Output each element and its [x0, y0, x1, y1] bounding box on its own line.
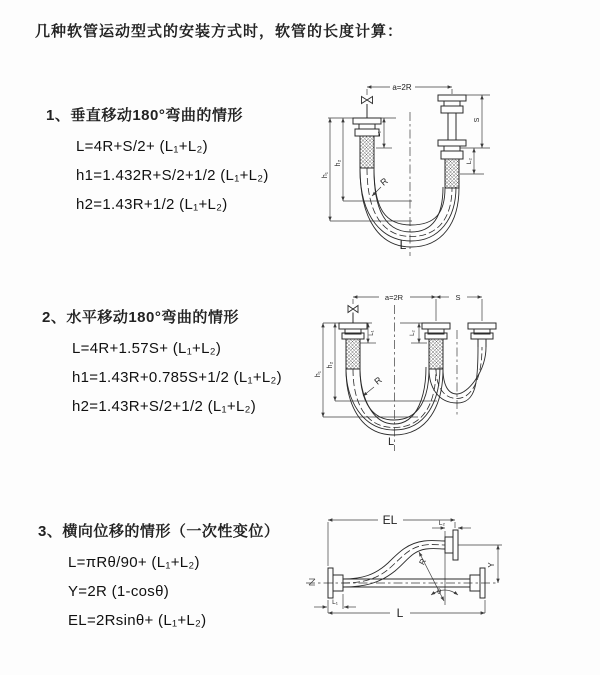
dim-label-l2: L₂ [466, 157, 473, 165]
formula-h2: h2=1.43R+1/2 (L₁+L₂) [76, 196, 228, 213]
dim-label-h1: h₁ [315, 370, 322, 378]
valve-icon [362, 97, 373, 119]
flange-right-top [438, 95, 466, 113]
section-vertical-movement [46, 104, 269, 219]
datum-mark [309, 579, 315, 585]
diagram-horizontal-180-bend [300, 275, 600, 460]
dim-label-s: S [455, 293, 461, 302]
dim-label-el: EL [382, 513, 398, 527]
braided-hose-section [360, 136, 374, 168]
dim-label-l: L [396, 606, 404, 620]
formula-h2: h2=1.43R+S/2+1/2 (L₁+L₂) [72, 398, 257, 415]
dimension-lines [315, 293, 496, 451]
dim-label-l1: L₁ [332, 599, 338, 606]
dimension-lines [306, 513, 502, 620]
dim-label-l: L [399, 238, 407, 252]
dim-label-r: R [372, 374, 384, 387]
formula-h1: h1=1.43R+0.785S+1/2 (L₁+L₂) [72, 369, 282, 386]
dim-label-h2: h₂ [335, 159, 342, 167]
formula-L: L=4R+S/2+ (L₁+L₂) [76, 138, 208, 155]
hose-assembly [328, 530, 485, 598]
formula-L: L=4R+1.57S+ (L₁+L₂) [72, 340, 222, 357]
section-lateral-displacement [38, 520, 279, 635]
braided-hose-section [346, 339, 360, 369]
hose-u-curves [360, 168, 459, 247]
diagram-lateral-displacement [300, 495, 600, 665]
dim-label-l2: L₂ [438, 520, 446, 527]
dim-label-l: L [387, 436, 395, 448]
dim-label-r: R [417, 557, 429, 567]
diagram-vertical-180-bend [300, 60, 600, 270]
braided-hose-section [445, 159, 459, 188]
flange-middle [422, 323, 450, 339]
formula-L: L=πRθ/90+ (L₁+L₂) [68, 554, 200, 571]
dim-label-l2: L₂ [410, 330, 416, 336]
dim-label-theta: θ [437, 589, 441, 596]
page-title: 几种软管运动型式的安装方式时，软管的长度计算： [35, 23, 404, 40]
formula-Y: Y=2R (1-cosθ) [68, 583, 170, 600]
hose-assembly [339, 306, 496, 436]
dim-label-y: Y [487, 562, 496, 568]
section-heading: 1、垂直移动180°弯曲的情形 [46, 107, 243, 124]
section-heading: 3、横向位移的情形（一次性变位） [38, 523, 280, 540]
formula-EL: EL=2Rsinθ+ (L₁+L₂) [68, 612, 207, 629]
hose-assembly [353, 95, 466, 247]
formula-h1: h1=1.432R+S/2+1/2 (L₁+L₂) [76, 167, 269, 184]
dim-label-h2: h₂ [327, 361, 334, 369]
valve-icon [348, 306, 358, 324]
section-horizontal-movement [42, 306, 282, 421]
dim-label-l1: L₁ [375, 131, 382, 137]
dim-label-h1: h₁ [322, 171, 329, 179]
dim-label-s: S [474, 117, 481, 123]
flange-right [468, 323, 496, 339]
flange-right-upper [445, 530, 458, 560]
dimension-lines [322, 83, 490, 256]
flange-left [339, 323, 367, 339]
dim-label-a2r: a=2R [384, 293, 404, 302]
dim-label-a2r: a=2R [392, 83, 412, 92]
hose-s-curve [343, 541, 445, 587]
flange-right-bottom [438, 140, 466, 159]
dim-label-l1: L₁ [369, 330, 375, 336]
dim-label-r: R [378, 175, 390, 188]
section-heading: 2、水平移动180°弯曲的情形 [42, 309, 239, 326]
braided-hose-section [429, 339, 443, 369]
